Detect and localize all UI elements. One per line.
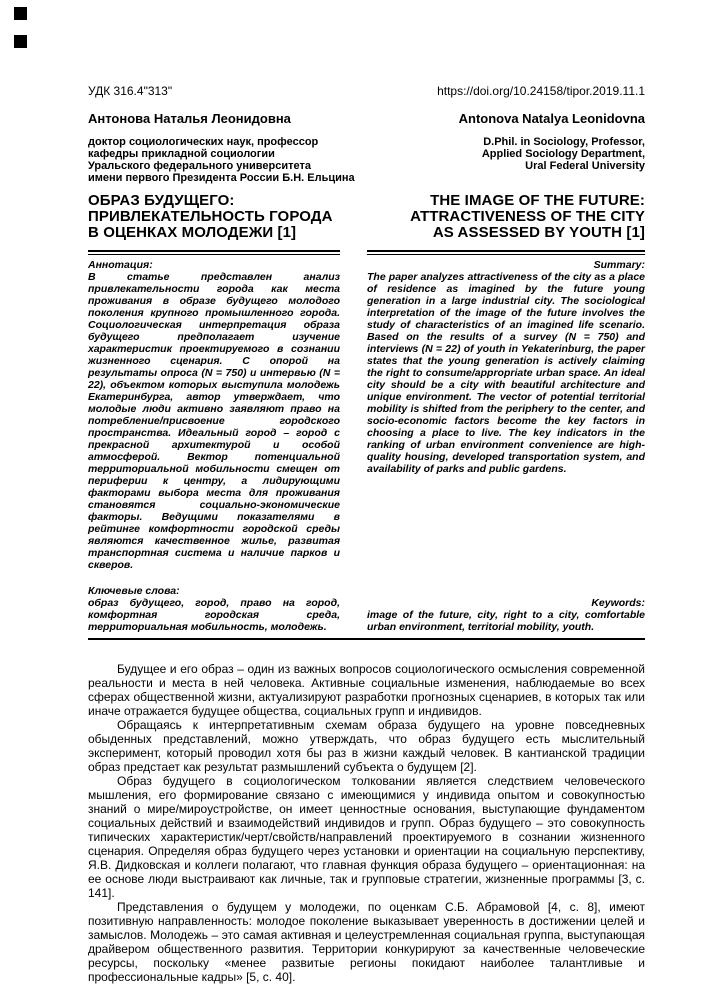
abstract-text-ru: В статье представлен анализ привлекательности города как места проживания в образе будущего молодого поколения крупного промышленного города. Социологическая интерпретация образа будущего предполагает изучение характеристик проектируемого в сознании жизненного сценария. С опорой на результаты опроса (N = 750) и интервью (N = 22), объектом которых выступила молодежь Екатеринбурга, автор утверждает, что молодые люди активно заявляют право на потребление/присвоение городского пространства. Идеальный город – город с прекрасной архитектурой и особой атмосферой. Вектор потенциальной территориальной мобильности смещен от периферии к центру, а лидирующими факторами выбора места для проживания становятся социально-экономические факторы. Ведущими показателями в рейтинге комфортности городской среды являются качественное жилье, развитая транспортная система и наличие парков и скверов. bbox=[88, 271, 340, 572]
body-paragraph: Представления о будущем у молодежи, по оценкам С.Б. Абрамовой [4, с. 8], имеют позитивную направленность: молодое поколение выказывает уверенность в достижении целей и замыслов. Молодежь – это самая активная и целеустремленная социальная группа, выступающая драйвером общественного развития. Территории конкурируют за качественные человеческие ресурсы, поскольку «менее развитые регионы покидают наиболее талантливые и профессиональные кадры» [5, с. 40]. bbox=[88, 900, 645, 985]
abstract-label-ru: Аннотация: bbox=[88, 259, 153, 272]
page-content bbox=[88, 84, 645, 984]
abstract-column-en bbox=[367, 250, 645, 633]
abstract-column-ru bbox=[88, 250, 340, 633]
abstract-text-en: The paper analyzes attractiveness of the city as a place of residence as imagined by the future young generation in a large industrial city. The sociological interpretation of the image of the future involves the study of characteristics of an imagined life scenario. Based on the results of a survey (N = 750) and interviews (N = 22) of youth in Yekaterinburg, the paper states that the young generation is actively claiming the right to consume/appropriate urban space. An ideal city should be a city with beautiful architecture and unique environment. The vector of potential territorial mobility is shifted from the periphery to the center, and socio-economic factors become the key factors in choosing a place to live. The key indicators in the ranking of urban environment convenience are high-quality housing, developed transportation system, and availability of parks and public gardens. bbox=[367, 271, 645, 476]
affiliation-line: кафедры прикладной социологии bbox=[88, 148, 275, 160]
affiliation-line: D.Phil. in Sociology, Professor, bbox=[483, 136, 645, 148]
author-name-en: Antonova Natalya Leonidovna bbox=[458, 111, 645, 126]
udc-code: УДК 316.4"313" bbox=[88, 84, 173, 98]
affiliation-line: имени первого Президента России Б.Н. Ельцина bbox=[88, 172, 355, 184]
title-line: ПРИВЛЕКАТЕЛЬНОСТЬ ГОРОДА bbox=[88, 207, 333, 225]
affiliation-line: Уральского федерального университета bbox=[88, 160, 312, 172]
affiliation-line: доктор социологических наук, профессор bbox=[88, 136, 319, 148]
title-row bbox=[88, 193, 645, 240]
header-row bbox=[88, 84, 645, 98]
section-divider-rule bbox=[88, 638, 645, 640]
author-name-ru: Антонова Наталья Леонидовна bbox=[88, 111, 291, 126]
keywords-text-en: image of the future, city, right to a city, comfortable urban environment, territorial mobility, youth. bbox=[367, 609, 645, 634]
article-body bbox=[88, 662, 645, 984]
double-rule bbox=[367, 250, 645, 255]
title-line: ATTRACTIVENESS OF THE CITY bbox=[410, 207, 645, 225]
body-paragraph: Обращаясь к интерпретативным схемам образа будущего на уровне повседневных обыденных представлений, можно утверждать, что образ будущего есть мыслительный эксперимент, который проводил хотя бы раз в жизни каждый человек. В кантианской традиции образ предстает как результат размышлений субъекта о будущем [2]. bbox=[88, 718, 645, 775]
affiliation-line: Applied Sociology Department, bbox=[481, 148, 645, 160]
article-title-ru bbox=[88, 193, 333, 240]
scan-mark-icon bbox=[14, 7, 27, 20]
affiliation-en bbox=[482, 136, 645, 172]
body-paragraph: Будущее и его образ – один из важных вопросов социологического осмысления современной реальности и места в ней человека. Активные социальные изменения, наблюдаемые во всех сферах общественной жизни, актуализируют разработки прогнозных сценариев, в которых так или иначе отражается будущее общества, социальных групп и индивидов. bbox=[88, 662, 645, 719]
affiliation-ru bbox=[88, 136, 355, 184]
doi-link[interactable]: https://doi.org/10.24158/tipor.2019.11.1 bbox=[437, 84, 645, 98]
keywords-label-ru: Ключевые слова: bbox=[88, 585, 180, 598]
double-rule bbox=[88, 250, 340, 255]
scan-mark-icon bbox=[14, 35, 27, 48]
keywords-label-en: Keywords: bbox=[591, 597, 645, 610]
spacer bbox=[88, 571, 340, 585]
keywords-text-ru: образ будущего, город, право на город, комфортная городская среда, территориальная мобильность, молодежь. bbox=[88, 597, 340, 634]
abstract-section bbox=[88, 250, 645, 633]
affiliation-line: Ural Federal University bbox=[525, 160, 645, 172]
affiliation-row bbox=[88, 136, 645, 184]
article-title-en bbox=[410, 193, 645, 240]
title-line: THE IMAGE OF THE FUTURE: bbox=[430, 192, 645, 209]
abstract-label-en: Summary: bbox=[593, 259, 645, 272]
title-line: ОБРАЗ БУДУЩЕГО: bbox=[88, 192, 235, 209]
spacer bbox=[367, 475, 645, 597]
body-paragraph: Образ будущего в социологическом толковании является следствием человеческого мышления, его формирование связано с имеющимися у индивида опытом и совокупностью знаний о мире/мироустройстве, он имеет ценностные основания, выступающие фундаментом социальных действий и взаимодействий индивидов и групп. Образ будущего – это совокупность типических характеристик/черт/свойств/направлений проектируемого в сознании жизненного сценария. Определяя образ будущего через установки и ориентации на социальную перспективу, Я.В. Дидковская и коллеги полагают, что главная функция образа будущего – ориентационная: на ее основе люди выстраивают как личные, так и групповые стратегии, жизненные программы [3, с. 141]. bbox=[88, 774, 645, 901]
title-line: AS ASSESSED BY YOUTH [1] bbox=[432, 223, 645, 241]
title-line: В ОЦЕНКАХ МОЛОДЕЖИ [1] bbox=[88, 223, 297, 241]
author-row bbox=[88, 112, 645, 125]
